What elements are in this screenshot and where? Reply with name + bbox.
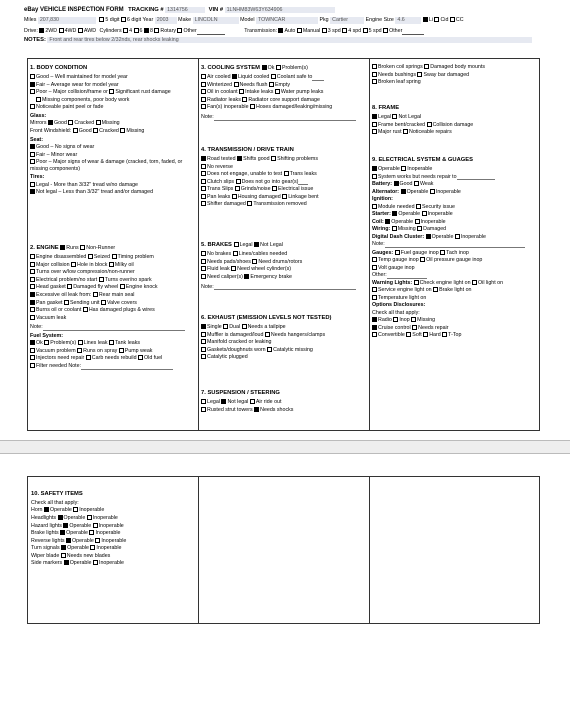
alternator-inoperable-checkbox[interactable] [430,189,435,194]
wiper-blades-checkbox[interactable] [61,553,66,558]
starter-inoperable-checkbox[interactable] [422,211,427,216]
fuel-pump-weak-checkbox[interactable] [119,348,124,353]
opt-cruise-checkbox[interactable] [372,325,377,330]
body-missing-checkbox[interactable] [36,97,41,102]
trans-manual-checkbox[interactable] [297,28,302,33]
year-field[interactable]: 2003 [155,17,177,23]
frame-title: 8. FRAME [372,105,400,111]
engine-oil-leak-checkbox[interactable] [30,292,35,297]
trans-no-gear-checkbox[interactable] [236,179,241,184]
coil-operable-checkbox[interactable] [385,219,390,224]
gauge-oil-checkbox[interactable] [420,257,425,262]
windshield-good-checkbox[interactable] [73,128,78,133]
opt-radio-missing-checkbox[interactable] [411,317,416,322]
battery-weak-checkbox[interactable] [414,181,419,186]
gauge-temp-checkbox[interactable] [372,257,377,262]
susp-not-legal-checkbox[interactable] [221,399,226,404]
cooling-winterized-checkbox[interactable] [201,82,206,87]
engine-note-field[interactable] [43,326,185,331]
trans-removed-checkbox[interactable] [247,201,252,206]
engine-vacuum-leak-checkbox[interactable] [30,315,35,320]
engine-rear-main-seal-checkbox[interactable] [93,292,98,297]
five-digit-checkbox[interactable] [99,17,104,22]
cooling-air-checkbox[interactable] [201,74,206,79]
opt-hard-checkbox[interactable] [423,332,428,337]
column-2: 3. COOLING SYSTEM Ok Problem(s) Air cooled Liquid cooled Coolant safe to Winterized Needs flush Empty Oil in coolant Intake leaks Water pump leaks Radiator leaks Radiator core support damage Fan(s) inoperable Hoses damaged/leaking/missing Note: 4. TRANSMISSION / DRIVE TRAIN Road tested Shifts good Shifting problems No reverse Does not engage, unable to test Trans leaks Clutch slips Does not go into gear(s) Trans Slips Grinds/noise Electrical issue Pan leaks Housing damaged Linkage bent Shifter damaged Transmission removed 5. BRAKES Legal Not Legal No brakes Lines/cables needed Needs pads/shoes Need drums/rotors Fluid leak Need wheel cylinder(s) Need caliper(s) Emergency brake Note: 6. EXHAUST (EMISSION LEVELS NOT TESTED) Single Dual Needs a tailpipe Muffler is damaged/loud Needs hangers/clamps Manifold cracked or leaking Gaskets/doughnuts worn Catalytic missing Catalytic plugged 7. SUSPENSION / STEERING Legal Not legal Air ride out Rusted strut towers Needs shocks [199,59,369,430]
trans-electrical-checkbox[interactable] [272,186,277,191]
hazard-inoperable-checkbox[interactable] [93,523,98,528]
reverse-inoperable-checkbox[interactable] [95,538,100,543]
susp-body-mounts-checkbox[interactable] [424,64,429,69]
fuel-problem-checkbox[interactable] [44,340,49,345]
engine-non-runner-checkbox[interactable] [80,245,85,250]
exhaust-catalytic-missing-checkbox[interactable] [267,347,272,352]
mirrors-missing-checkbox[interactable] [96,120,101,125]
tires-not-legal-checkbox[interactable] [30,189,35,194]
frame-legal-checkbox[interactable] [372,114,377,119]
frame-collision-checkbox[interactable] [427,122,432,127]
reverse-operable-checkbox[interactable] [66,538,71,543]
windshield-missing-checkbox[interactable] [120,128,125,133]
headlights-inoperable-checkbox[interactable] [87,515,92,520]
brakes-pads-checkbox[interactable] [201,259,206,264]
engine-collision-checkbox[interactable] [30,262,35,267]
fuel-tank-leaks-checkbox[interactable] [109,340,114,345]
trans-auto-checkbox[interactable] [278,28,283,33]
warn-check-engine-checkbox[interactable] [414,280,419,285]
frame-bent-checkbox[interactable] [372,122,377,127]
cyl-6-checkbox[interactable] [134,28,139,33]
brakes-note-field[interactable] [214,285,356,290]
opt-radio-inop-checkbox[interactable] [393,317,398,322]
elec-needs-repair-checkbox[interactable] [372,174,377,179]
trans-linkage-checkbox[interactable] [282,194,287,199]
trans-leaks-checkbox[interactable] [284,171,289,176]
trans-other-checkbox[interactable] [383,28,388,33]
frame-repairs-checkbox[interactable] [403,129,408,134]
body-paint-checkbox[interactable] [30,104,35,109]
fuel-vacuum-checkbox[interactable] [30,348,35,353]
side-markers-inoperable-checkbox[interactable] [93,560,98,565]
fuel-runs-spray-checkbox[interactable] [77,348,82,353]
exhaust-gaskets-checkbox[interactable] [201,347,206,352]
trans-road-tested-checkbox[interactable] [201,156,206,161]
exhaust-title: 6. EXHAUST (EMISSION LEVELS NOT TESTED) [201,315,332,321]
safety-title: 10. SAFETY ITEMS [31,491,83,497]
dash-inoperable-checkbox[interactable] [455,234,460,239]
starter-operable-checkbox[interactable] [392,211,397,216]
engine-timing-checkbox[interactable] [112,254,117,259]
trans-no-reverse-checkbox[interactable] [201,164,206,169]
form-header: eBay VEHICLE INSPECTION FORM TRACKING # 1314756 VIN # 1LNHM83W63Y634906 Miles 207,830 5 digit 6 digit Year 2003 Make LINCOLN Model TOWNCAR Pkg Cartier Engine Size 4.6 Li Cid CC Drive: 2WD 4WD AWD Cylinders 4 6 8 Rotary Other Transmission: Auto Manual 3 spd 4 spd 5 spd Other NOTES: Front and rear tires below 2/32nds, rear shocks leaking [24,7,554,49]
ignition-module-checkbox[interactable] [372,204,377,209]
model-field[interactable]: TOWNCAR [256,17,318,23]
opt-cruise-repair-checkbox[interactable] [412,325,417,330]
exhaust-hangers-checkbox[interactable] [265,332,270,337]
opt-convertible-checkbox[interactable] [372,332,377,337]
side-markers-operable-checkbox[interactable] [64,560,69,565]
trans-shifting-problems-checkbox[interactable] [271,156,276,161]
cooling-flush-checkbox[interactable] [234,82,239,87]
cooling-empty-checkbox[interactable] [269,82,274,87]
drive-awd-checkbox[interactable] [78,28,83,33]
brakes-title: 5. BRAKES [201,242,232,249]
elec-inoperable-checkbox[interactable] [401,166,406,171]
cooling-safe-checkbox[interactable] [271,74,276,79]
engine-fly-wheel-checkbox[interactable] [67,284,72,289]
gauge-fuel-checkbox[interactable] [395,250,400,255]
engine-plugs-wires-checkbox[interactable] [83,307,88,312]
battery-good-checkbox[interactable] [394,181,399,186]
miles-field[interactable]: 207,830 [38,17,96,23]
frame-rust-checkbox[interactable] [372,129,377,134]
trans-5spd-checkbox[interactable] [363,28,368,33]
brakes-lines-checkbox[interactable] [233,251,238,256]
body-condition-title: 1. BODY CONDITION [30,65,88,71]
cooling-hoses-checkbox[interactable] [250,104,255,109]
engine-knock-checkbox[interactable] [120,284,125,289]
trans-4spd-checkbox[interactable] [342,28,347,33]
trans-grinds-checkbox[interactable] [235,186,240,191]
horn-operable-checkbox[interactable] [44,507,49,512]
exhaust-single-checkbox[interactable] [201,324,206,329]
mirrors-good-checkbox[interactable] [48,120,53,125]
susp-legal-checkbox[interactable] [201,399,206,404]
susp-bushings-checkbox[interactable] [372,72,377,77]
cyl-other-checkbox[interactable] [177,28,182,33]
brake-lights-operable-checkbox[interactable] [60,530,65,535]
cooling-ok-checkbox[interactable] [262,65,267,70]
cooling-radiator-core-checkbox[interactable] [242,97,247,102]
cooling-fan-checkbox[interactable] [201,104,206,109]
mirrors-cracked-checkbox[interactable] [68,120,73,125]
susp-air-ride-checkbox[interactable] [250,399,255,404]
brakes-legal-checkbox[interactable] [234,242,239,247]
fuel-lines-leak-checkbox[interactable] [78,340,83,345]
susp-sway-bar-checkbox[interactable] [417,72,422,77]
engine-milky-oil-checkbox[interactable] [109,262,114,267]
pkg-field[interactable]: Cartier [330,17,364,23]
notes-field[interactable]: Front and rear tires below 2/32nds, rear shocks leaking [47,37,532,43]
cooling-title: 3. COOLING SYSTEM [201,65,260,72]
elec-repair-field[interactable] [457,175,495,180]
make-field[interactable]: LINCOLN [193,17,239,23]
trans-slips-checkbox[interactable] [201,186,206,191]
susp-leaf-spring-checkbox[interactable] [372,79,377,84]
seat-fair-checkbox[interactable] [30,152,35,157]
cooling-note-field[interactable] [214,116,356,121]
brake-lights-inoperable-checkbox[interactable] [89,530,94,535]
inspection-table [27,58,540,431]
brakes-caliper-checkbox[interactable] [201,274,206,279]
body-fair-checkbox[interactable] [30,82,35,87]
drive-2wd-checkbox[interactable] [39,28,44,33]
brakes-none-checkbox[interactable] [201,251,206,256]
engine-valve-covers-checkbox[interactable] [101,300,106,305]
tires-legal-checkbox[interactable] [30,182,35,187]
dash-operable-checkbox[interactable] [426,234,431,239]
frame-not-legal-checkbox[interactable] [392,114,397,119]
brakes-drums-checkbox[interactable] [252,259,257,264]
warn-oil-checkbox[interactable] [472,280,477,285]
electrical-note-field[interactable] [385,243,525,248]
trans-not-engage-checkbox[interactable] [201,171,206,176]
exhaust-muffler-checkbox[interactable] [201,332,206,337]
coil-inoperable-checkbox[interactable] [415,219,420,224]
cid-checkbox[interactable] [434,17,439,22]
fuel-note-field[interactable] [81,365,173,370]
seat-poor-checkbox[interactable] [30,159,35,164]
engine-title: 2. ENGINE [30,245,59,252]
fuel-filter-checkbox[interactable] [30,363,35,368]
exhaust-dual-checkbox[interactable] [223,324,228,329]
exhaust-manifold-checkbox[interactable] [201,339,206,344]
windshield-cracked-checkbox[interactable] [93,128,98,133]
engine-low-compression-checkbox[interactable] [30,269,35,274]
cooling-problem-checkbox[interactable] [276,65,281,70]
fuel-old-fuel-checkbox[interactable] [138,355,143,360]
susp-needs-shocks-checkbox[interactable] [254,407,259,412]
warn-service-engine-checkbox[interactable] [372,287,377,292]
seat-good-checkbox[interactable] [30,144,35,149]
safety-table [27,476,540,624]
electrical-title: 9. ELECTRICAL SYSTEM & GUAGES [372,157,474,163]
horn-inoperable-checkbox[interactable] [73,507,78,512]
cooling-intake-checkbox[interactable] [239,89,244,94]
transmission-title: 4. TRANSMISSION / DRIVE TRAIN [201,147,294,153]
wiring-missing-checkbox[interactable] [392,226,397,231]
engine-disassembled-checkbox[interactable] [30,254,35,259]
headlights-operable-checkbox[interactable] [58,515,63,520]
fuel-injectors-checkbox[interactable] [30,355,35,360]
body-poor-checkbox[interactable] [30,89,35,94]
cyl-8-checkbox[interactable] [144,28,149,33]
engine-head-gasket-checkbox[interactable] [30,284,35,289]
suspension-title: 7. SUSPENSION / STEERING [201,390,280,396]
hazard-operable-checkbox[interactable] [63,523,68,528]
gauge-tach-checkbox[interactable] [440,250,445,255]
exhaust-catalytic-plugged-checkbox[interactable] [201,354,206,359]
trans-pan-leaks-checkbox[interactable] [201,194,206,199]
trans-clutch-checkbox[interactable] [201,179,206,184]
fuel-carb-checkbox[interactable] [86,355,91,360]
engine-size-field[interactable]: 4.6 [395,17,421,23]
opt-t-top-checkbox[interactable] [442,332,447,337]
trans-shifter-checkbox[interactable] [201,201,206,206]
engine-hole-checkbox[interactable] [71,262,76,267]
body-good-checkbox[interactable] [30,74,35,79]
wiring-damaged-checkbox[interactable] [417,226,422,231]
opt-soft-checkbox[interactable] [406,332,411,337]
page-break [0,440,570,454]
engine-seized-checkbox[interactable] [88,254,93,259]
cooling-water-pump-checkbox[interactable] [275,89,280,94]
engine-pan-gasket-checkbox[interactable] [30,300,35,305]
brakes-wheel-cylinder-checkbox[interactable] [231,266,236,271]
engine-sending-unit-checkbox[interactable] [64,300,69,305]
trans-housing-checkbox[interactable] [232,194,237,199]
cyl-rotary-checkbox[interactable] [154,28,159,33]
liter-checkbox[interactable] [423,17,428,22]
column-1: 1. BODY CONDITION Good – Well maintained for model year Fair – Average wear for model year Poor – Major collision/frame or Significant rust damage Missing components, poor body work Noticeable paint peel or fade Glass: Mirrors Good Cracked Missing Front Windshield: Good Cracked Missing Seat: Good – No signs of wear Fair – Minor wear Poor – Major signs of wear & damage (cracked, torn, faded, or missing components) Tires: Legal - More than 3/32" tread w/no damage Not legal – Less than 3/32" tread and/or damaged 2. ENGINE Runs Non-Runner Engine disassembled Seized Timing problem Major collision Hole in block Milky oil Turns over w/low compression/non-runner Electrical problem/no start Turns over/no spark Head gasket Damaged fly wheel Engine knock Excessive oil leak from: Rear main seal Pan gasket Sending unit Valve covers Burns oil or coolant Has damaged plugs & wires Vacuum leak Note: Fuel System: Ok Problem(s) Lines leak Tank leaks Vacuum problem Runs on spray Pump weak Injectors need repair Carb needs rebuild Old fuel Filter needed Note: [28,59,198,430]
turn-signals-inoperable-checkbox[interactable] [90,545,95,550]
turn-signals-operable-checkbox[interactable] [61,545,66,550]
cc-checkbox[interactable] [450,17,455,22]
cooling-radiator-leaks-checkbox[interactable] [201,97,206,102]
body-rust-checkbox[interactable] [109,89,114,94]
susp-rusted-struts-checkbox[interactable] [201,407,206,412]
fuel-ok-checkbox[interactable] [30,340,35,345]
column-3: Broken coil springs Damaged body mounts Needs bushings Sway bar damaged Broken leaf spring 8. FRAME Legal Not Legal Frame bent/cracked Collision damage Major rust Noticeable repairs 9. ELECTRICAL SYSTEM & GUAGES Operable Inoperable System works but needs repair to Battery: Good Weak Alternator: Operable Inoperable Ignition: Module needed Security issue Starter: Operable Inoperable Coil: Operable Inoperable Wiring: Missing Damaged Digital Dash Cluster: Operable Inoperable Note: Gauges: Fuel gauge inop Tach inop Temp gauge inop Oil pressure gauge inop Volt gauge inop Other: Warning Lights: Check engine light on Oil light on Service engine light on Brake light on Temperature light on Options Disclosures: Check all that apply: Radio Inop Missing Cruise control Needs repair Convertible Soft Hard T-Top [370,59,541,430]
cooling-oil-checkbox[interactable] [201,89,206,94]
engine-runs-checkbox[interactable] [60,245,65,250]
brakes-emergency-checkbox[interactable] [244,274,249,279]
brakes-not-legal-checkbox[interactable] [254,242,259,247]
warn-brake-checkbox[interactable] [433,287,438,292]
brakes-fluid-leak-checkbox[interactable] [201,266,206,271]
gauge-other-field[interactable] [387,274,427,279]
six-digit-checkbox[interactable] [121,17,126,22]
engine-electrical-checkbox[interactable] [30,277,35,282]
warn-temperature-checkbox[interactable] [372,295,377,300]
ignition-security-checkbox[interactable] [416,204,421,209]
gauge-volt-checkbox[interactable] [372,265,377,270]
opt-radio-checkbox[interactable] [372,317,377,322]
elec-operable-checkbox[interactable] [372,166,377,171]
alternator-operable-checkbox[interactable] [401,189,406,194]
vin-field[interactable]: 1LNHM83W63Y634906 [225,7,335,13]
trans-shifts-good-checkbox[interactable] [237,156,242,161]
exhaust-tailpipe-checkbox[interactable] [242,324,247,329]
cooling-liquid-checkbox[interactable] [232,74,237,79]
trans-3spd-checkbox[interactable] [322,28,327,33]
drive-4wd-checkbox[interactable] [59,28,64,33]
engine-no-spark-checkbox[interactable] [99,277,104,282]
susp-coil-springs-checkbox[interactable] [372,64,377,69]
safety-section: 10. SAFETY ITEMS Check all that apply: Horn Operable Inoperable Headlights Operable Inoperable Hazard lights Operable Inoperable Brake lights Operable Inoperable Reverse lights Operable Inoperable Turn signals Operable Inoperable Wiper blade Needs new blades Side markers Operable Inoperable [31,491,196,568]
engine-burns-oil-checkbox[interactable] [30,307,35,312]
cyl-4-checkbox[interactable] [123,28,128,33]
form-title: eBay VEHICLE INSPECTION FORM [24,7,124,13]
tracking-field[interactable]: 1314756 [165,7,205,13]
